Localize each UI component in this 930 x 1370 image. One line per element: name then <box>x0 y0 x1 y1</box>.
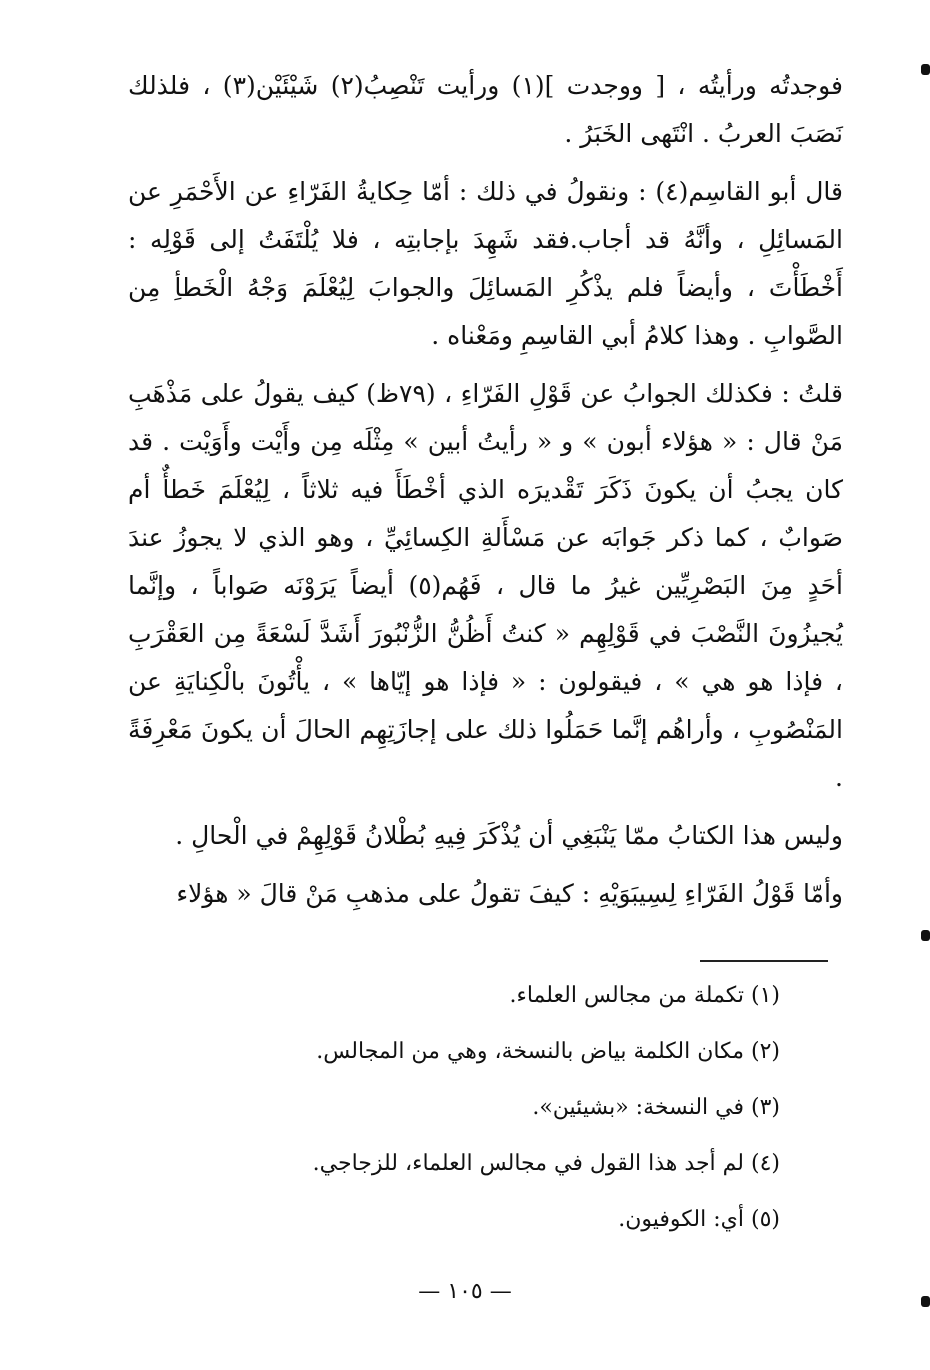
scan-mark-top <box>921 64 930 75</box>
footnote-5: (٥) أي: الكوفيون. <box>618 1207 780 1232</box>
paragraph-1: فوجدتُه ورأيتُه ، [ ووجدت ](١) ورأيت تَنْصِبُ(٢) شَيْئَيْن(٣) ، فلذلك نَصَبَ العربُ . انْتَهى الخَبَرُ . <box>128 71 843 148</box>
footnote-3: (٣) في النسخة: «بشيئين». <box>532 1095 780 1120</box>
page-number: — ١٠٥ — <box>418 1279 512 1304</box>
main-text <box>128 62 843 928</box>
scan-mark-bottom <box>921 1296 930 1307</box>
footnote-1: (١) تكملة من مجالس العلماء. <box>509 983 780 1008</box>
footnote-4: (٤) لم أجد هذا القول في مجالس العلماء، للزجاجي. <box>312 1151 780 1176</box>
paragraph-3: قلتُ : فكذلك الجوابُ عن قَوْلِ الفَرّاءِ ، (٧٩ظ) كيف يقولُ على مَذْهَبِ مَنْ قال : « هؤلاء أبون » و « رأيتُ أبين » مِثْلَه مِن وأَيْت وأَوَيْت . قد كان يجبُ أن يكونَ ذَكَرَ تَقْديرَه الذي أخْطَأَ فيه ثلاثاً ، لِيُعْلَمَ خَطأٌ أم صَوابٌ ، كما ذكر جَوابَه عن مَسْأَلةِ الكِسائِيِّ ، وهو الذي لا يجوزُ عندَ أحَدٍ مِنَ البَصْرِيِّين غيرُ ما قال ، فَهُم(٥) أيضاً يَرَوْنَه صَواباً ، وإنَّما يُجيزُونَ النَّصْبَ في قَوْلِهِم « كنتُ أَظُنُّ الزُّنْبُورَ أَشَدَّ لَسْعَةً مِن العَقْرَبِ ، فإذا هو هي » ، فيقولون : « فإذا هو إيّاها » ، يأْتُونَ بالْكِنايَةِ عن المَنْصُوبِ ، وأراهُم إنَّما حَمَلُوا ذلك على إجازَتِهِم الحالَ أن يكونَ مَعْرِفَةً . <box>128 379 844 792</box>
paragraph-4: وليس هذا الكتابُ ممّا يَنْبَغِي أن يُذْكَرَ فِيهِ بُطْلانُ قَوْلِهِمْ في الْحالِ . <box>175 821 843 850</box>
footnotes <box>140 968 780 1248</box>
paragraph-2: قال أبو القاسِم(٤) : ونقولُ في ذلك : أمّا حِكايةُ الفَرّاءِ عن الأَحْمَرِ عن المَسائِلِ ، وأنَّهُ قد أجاب.فقد شَهِدَ بإجابتِه ، فلا يُلْتَفَتُ إلى قَوْلِه : أَخْطَأْتَ ، وأيضاً فلم يذْكُرِ المَسائِلَ والجوابَ لِيُعْلَمَ وَجْهُ الْخَطأِ مِن الصَّوابِ . وهذا كلامُ أبي القاسِمِ ومَعْناه . <box>128 177 843 350</box>
footnote-separator <box>700 960 828 962</box>
paragraph-5: وأمّا قَوْلُ الفَرّاءِ لِسِيبَوَيْهِ : كيفَ تقولُ على مذهبِ مَنْ قالَ « هؤلاء <box>176 879 843 908</box>
scan-mark-middle <box>921 930 930 941</box>
footnote-2: (٢) مكان الكلمة بياض بالنسخة، وهي من المجالس. <box>316 1039 780 1064</box>
